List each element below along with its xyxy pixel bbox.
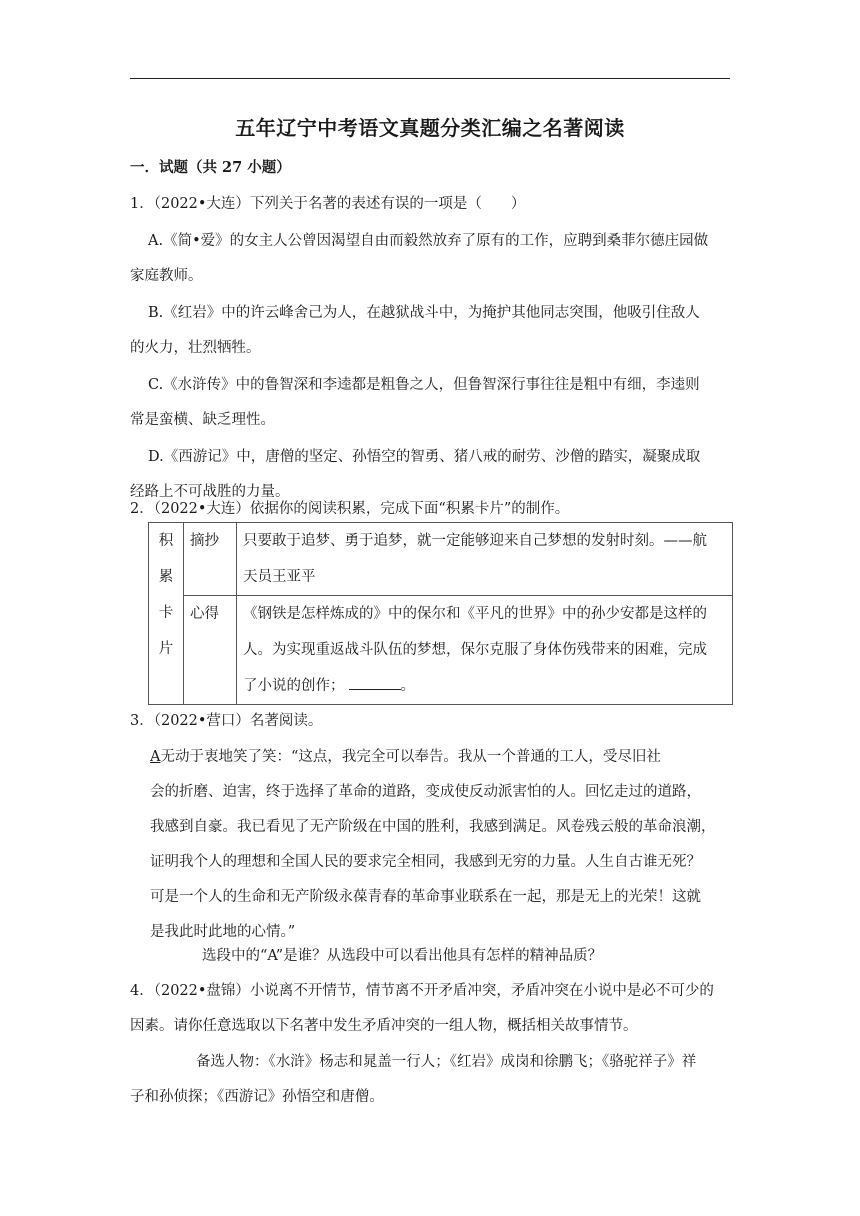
q1-option-a-line2: 家庭教师。 <box>130 268 203 284</box>
reflection-text <box>237 596 733 705</box>
q4-stem-line2: 因素。请你任意选取以下名著中发生矛盾冲突的一组人物，概括相关故事情节。 <box>130 1018 638 1034</box>
reflection-line3 <box>243 668 726 704</box>
q4-options-line1: 备选人物：《水浒》杨志和晁盖一行人；《红岩》成岗和徐鹏飞；《骆驼祥子》祥 <box>196 1054 697 1070</box>
reflection-line2: 人。为实现重返战斗队伍的梦想，保尔克服了身体伤残带来的困难，完成 <box>243 642 707 658</box>
q3-passage-line3: 我感到自豪。我已看见了无产阶级在中国的胜利，我感到满足。风卷残云般的革命浪潮， <box>150 819 716 835</box>
q1-option-d-line2: 经路上不可战胜的力量。 <box>130 484 290 500</box>
q1-option-b-line2: 的火力，壮烈牺牲。 <box>130 340 261 356</box>
q1-option-b-line1: B.《红岩》中的许云峰舍己为人，在越狱战斗中，为掩护其他同志突围，他吸引住敌人 <box>148 305 700 321</box>
passage-marker-a: A <box>150 749 161 765</box>
q3-passage-line2: 会的折磨、迫害，终于选择了革命的道路，变成使反动派害怕的人。回忆走过的道路， <box>150 784 701 800</box>
q4-stem-line1: 4．（2022•盘锦）小说离不开情节，情节离不开矛盾冲突，矛盾冲突在小说中是必不可少的 <box>130 983 714 999</box>
q1-option-c-line2: 常是蛮横、缺乏理性。 <box>130 412 275 428</box>
q1-option-c-line1: C.《水浒传》中的鲁智深和李逵都是粗鲁之人，但鲁智深行事往往是粗中有细，李逵则 <box>148 377 700 393</box>
answer-blank[interactable] <box>349 673 401 690</box>
excerpt-line2: 天员王亚平 <box>243 569 316 585</box>
q3-passage-line4: 证明我个人的理想和全国人民的要求完全相同，我感到无穷的力量。人生自古谁无死？ <box>150 854 701 870</box>
reflection-line3-text: 了小说的创作； <box>243 678 345 694</box>
excerpt-label: 摘抄 <box>184 523 237 596</box>
reflection-line3-end: 。 <box>400 678 415 694</box>
accumulation-card-table <box>148 522 733 705</box>
q4-options-line2: 子和孙侦探；《西游记》孙悟空和唐僧。 <box>130 1089 384 1105</box>
q3-stem: 3．（2022•营口）名著阅读。 <box>130 713 323 729</box>
reflection-line1: 《钢铁是怎样炼成的》中的保尔和《平凡的世界》中的孙少安都是这样的 <box>243 606 707 622</box>
header-rule <box>130 78 730 79</box>
q3-passage-line6: 是我此时此地的心情。” <box>150 924 296 940</box>
card-label: 积 累 卡片 <box>149 523 184 705</box>
excerpt-line1: 只要敢于追梦、勇于追梦，就一定能够迎来自己梦想的发射时刻。——航 <box>243 533 707 549</box>
q3-passage-line5: 可是一个人的生命和无产阶级永葆青春的革命事业联系在一起，那是无上的光荣！这就 <box>150 889 701 905</box>
q3-question: 选段中的“A”是谁？从选段中可以看出他具有怎样的精神品质？ <box>202 948 603 964</box>
document-title: 五年辽宁中考语文真题分类汇编之名著阅读 <box>235 116 625 140</box>
section-heading: 一．试题（共 27 小题） <box>130 159 291 176</box>
q1-option-d-line1: D.《西游记》中，唐僧的坚定、孙悟空的智勇、猪八戒的耐劳、沙僧的踏实，凝聚成取 <box>148 449 701 465</box>
q1-option-a-line1: A.《简•爱》的女主人公曾因渴望自由而毅然放弃了原有的工作，应聘到桑菲尔德庄园做 <box>148 233 709 249</box>
q2-stem: 2．（2022•大连）依据你的阅读积累，完成下面“积累卡片”的制作。 <box>130 501 570 517</box>
passage-line1-text: 无动于衷地笑了笑：“这点，我完全可以奉告。我从一个普通的工人，受尽旧社 <box>160 749 661 765</box>
excerpt-text <box>237 523 733 596</box>
q3-passage-line1 <box>150 745 752 766</box>
reflection-label: 心得 <box>184 596 237 705</box>
q1-stem: 1．（2022•大连）下列关于名著的表述有误的一项是（ ） <box>130 196 526 212</box>
